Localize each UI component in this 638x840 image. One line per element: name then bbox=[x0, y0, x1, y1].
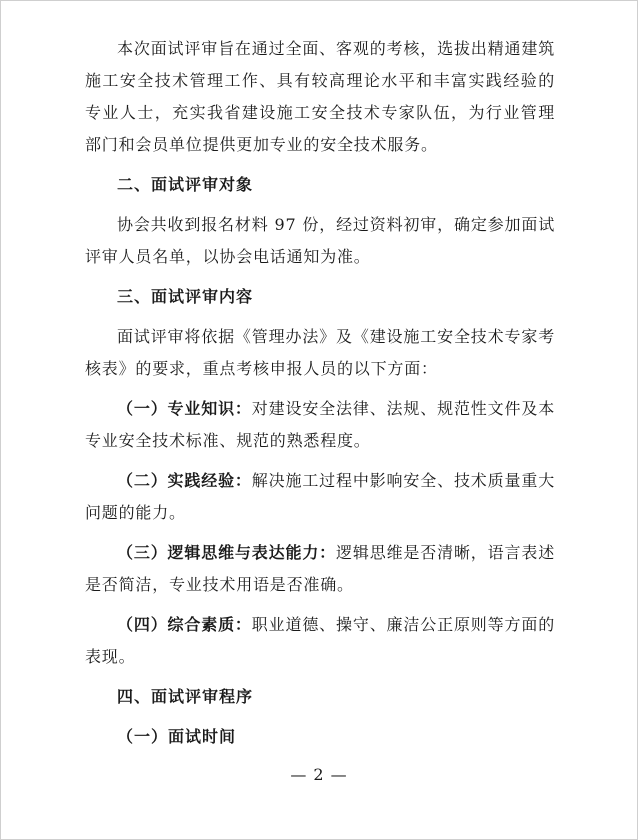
section-heading-interview-procedure: 四、面试评审程序 bbox=[117, 687, 254, 706]
section-heading-interview-subjects: 二、面试评审对象 bbox=[117, 175, 254, 194]
item-text: 职业道德、操守、廉洁公正原则等方面的表现。 bbox=[85, 615, 555, 666]
item-lead: （一）专业知识： bbox=[117, 399, 252, 418]
item-lead: （三）逻辑思维与表达能力： bbox=[117, 543, 337, 562]
page-number: — 2 — bbox=[290, 765, 348, 784]
item-text: 逻辑思维是否清晰，语言表述是否简洁，专业技术用语是否准确。 bbox=[85, 543, 556, 594]
content-item-logic-expression bbox=[85, 537, 555, 601]
document-body bbox=[85, 33, 555, 761]
item-lead: （四）综合素质： bbox=[117, 615, 252, 634]
content-item-practical-experience bbox=[85, 465, 555, 529]
intro-paragraph: 本次面试评审旨在通过全面、客观的考核，选拔出精通建筑施工安全技术管理工作、具有较高理论水平和丰富实践经验的专业人士，充实我省建设施工安全技术专家队伍，为行业管理部门和会员单位提供更加专业的安全技术服务。 bbox=[85, 39, 555, 154]
content-paragraph: 面试评审将依据《管理办法》及《建设施工安全技术专家考核表》的要求，重点考核申报人员的以下方面： bbox=[85, 327, 555, 378]
item-text: 解决施工过程中影响安全、技术质量重大问题的能力。 bbox=[85, 471, 555, 522]
item-lead: （二）实践经验： bbox=[117, 471, 252, 490]
section-heading-interview-content: 三、面试评审内容 bbox=[117, 287, 254, 306]
content-item-overall-quality bbox=[85, 609, 555, 673]
content-item-professional-knowledge bbox=[85, 393, 555, 457]
subheading-interview-time: （一）面试时间 bbox=[117, 727, 237, 746]
subjects-paragraph: 协会共收到报名材料 97 份，经过资料初审，确定参加面试评审人员名单，以协会电话通知为准。 bbox=[85, 215, 555, 266]
item-text: 对建设安全法律、法规、规范性文件及本专业安全技术标准、规范的熟悉程度。 bbox=[85, 399, 555, 450]
